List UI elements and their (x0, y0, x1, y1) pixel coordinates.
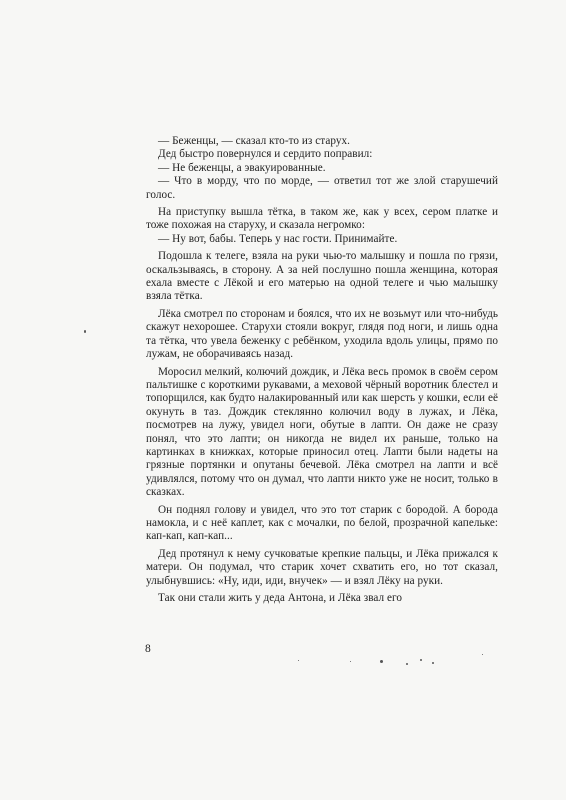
body-text (146, 135, 498, 605)
paragraph: — Что в морду, что по морде, — ответил тот же злой старушечий голос. (146, 175, 498, 201)
paragraph: На приступку вышла тётка, в таком же, как у всех, сером платке и тоже похожая на старуху, и сказала негромко: (146, 206, 498, 232)
paragraph: Он поднял голову и увидел, что это тот старик с бородой. А борода намокла, и с неё каплет, как с мочалки, по белой, прозрачной капельке: кап-кап, кап-кап... (146, 503, 498, 543)
scan-speck (298, 660, 299, 661)
scan-speck (482, 654, 483, 655)
scan-speck (420, 659, 422, 661)
paragraph: — Ну вот, бабы. Теперь у нас гости. Принимайте. (158, 232, 398, 245)
paragraph: — Беженцы, — сказал кто-то из старух. (158, 135, 350, 147)
scan-speck (406, 663, 408, 665)
paragraph: — Не беженцы, а эвакуированные. (158, 161, 326, 174)
paragraph: Дед быстро повернулся и сердито поправил: (158, 148, 373, 161)
scan-speck (432, 662, 434, 664)
scan-speck (380, 660, 383, 663)
page-number: 8 (145, 643, 151, 655)
paragraph: Подошла к телеге, взяла на руки чью-то малышку и пошла по грязи, оскальзываясь, в сторону. А за ней послушно пошла женщина, которая ехала вместе с Лёкой и его матерью на одной телеге и чью малышку взяла тётка. (146, 250, 498, 303)
scan-speck (350, 661, 351, 662)
paragraph: Так они стали жить у деда Антона, и Лёка звал его (158, 592, 403, 604)
paragraph: Моросил мелкий, колючий дождик, и Лёка весь промок в своём сером пальтишке с короткими рукавами, а меховой чёрный воротник блестел и топорщился, как будто налакированный или как шерсть у кошки, если её окунуть в таз. Дождик стеклянно колючил воду в лужах, и Лёка, посмотрев на лужу, увидел ноги, обутые в лапти. Он даже не сразу понял, что это лапти; он никогда не видел их раньше, только на картинках в книжках, которые приносил отец. Лапти были надеты на грязные портянки и опутаны бечевой. Лёка смотрел на лапти и всё удивлялся, потому что он думал, что лапти никто уже не носит, только в сказках. (146, 365, 498, 499)
scan-speck (84, 330, 86, 333)
paragraph: Лёка смотрел по сторонам и боялся, что их не возьмут или что-нибудь скажут нехорошее. Старухи стояли вокруг, глядя под ноги, и лишь одна та тётка, что увела беженку с ребёнком, уходила вдоль улицы, прямо по лужам, не оборачиваясь назад. (146, 307, 498, 361)
paragraph: Дед протянул к нему сучковатые крепкие пальцы, и Лёка прижался к матери. Он подумал, что старик хочет схватить его, но тот сказал, улыбнувшись: «Ну, иди, иди, внучек» — и взял Лёку на руки. (146, 547, 498, 587)
